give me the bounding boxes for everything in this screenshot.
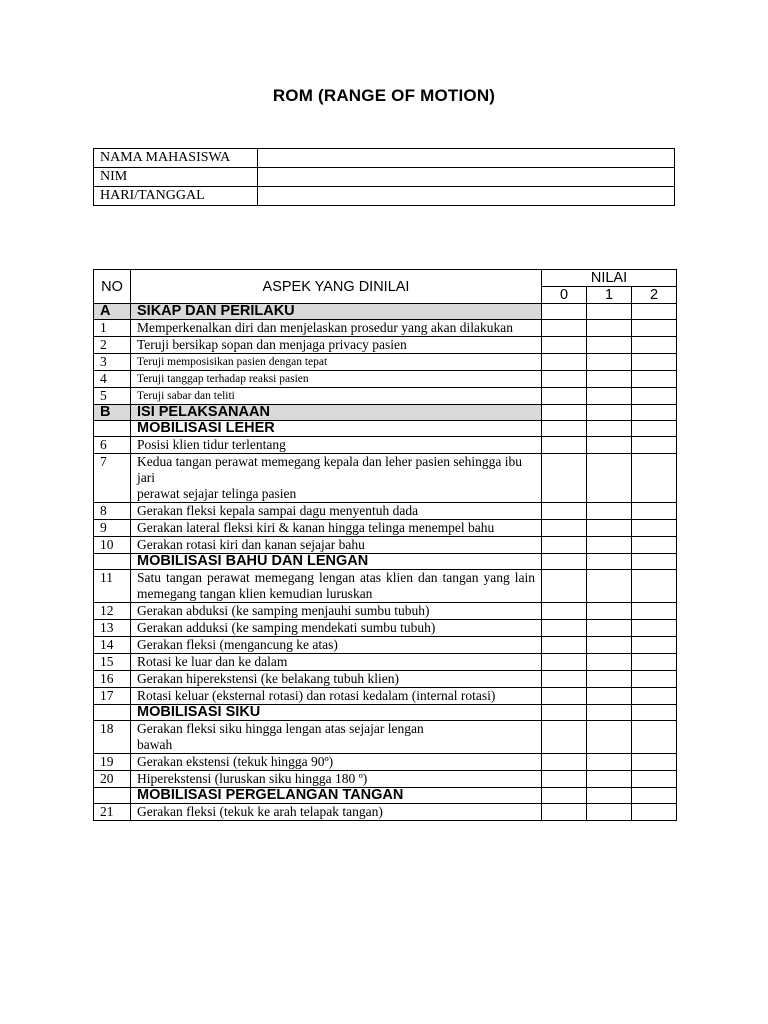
score-cell-2[interactable] [632, 320, 677, 337]
aspect-text: Teruji memposisikan pasien dengan tepat [131, 354, 542, 371]
section-title: MOBILISASI BAHU DAN LENGAN [131, 554, 542, 570]
score-cell-0[interactable] [542, 537, 587, 554]
identity-label: NAMA MAHASISWA [94, 149, 258, 168]
row-number: 9 [94, 520, 131, 537]
score-cell-0[interactable] [542, 705, 587, 721]
score-cell-0[interactable] [542, 654, 587, 671]
score-cell-0[interactable] [542, 371, 587, 388]
nama-mahasiswa-field[interactable] [258, 149, 675, 168]
score-cell-0[interactable] [542, 671, 587, 688]
score-cell-1[interactable] [587, 421, 632, 437]
score-cell-1[interactable] [587, 503, 632, 520]
score-cell-0[interactable] [542, 688, 587, 705]
score-cell-1[interactable] [587, 304, 632, 320]
score-cell-2[interactable] [632, 771, 677, 788]
score-cell-0[interactable] [542, 388, 587, 405]
subsection-row [94, 554, 677, 570]
row-number: 21 [94, 804, 131, 821]
row-number: 6 [94, 437, 131, 454]
score-cell-2[interactable] [632, 388, 677, 405]
score-header-0: 0 [542, 287, 587, 304]
score-cell-2[interactable] [632, 520, 677, 537]
subsection-row [94, 788, 677, 804]
column-header-nilai: NILAI [542, 270, 677, 287]
section-row [94, 405, 677, 421]
score-cell-2[interactable] [632, 405, 677, 421]
item-row [94, 503, 677, 520]
score-header-2: 2 [632, 287, 677, 304]
score-cell-2[interactable] [632, 354, 677, 371]
aspect-text: Gerakan rotasi kiri dan kanan sejajar bahu [131, 537, 542, 554]
section-title: MOBILISASI LEHER [131, 421, 542, 437]
aspect-text: Gerakan fleksi (tekuk ke arah telapak tangan) [131, 804, 542, 821]
item-row [94, 520, 677, 537]
row-number: 15 [94, 654, 131, 671]
nim-field[interactable] [258, 168, 675, 187]
subsection-row [94, 421, 677, 437]
item-row [94, 437, 677, 454]
aspect-text: Posisi klien tidur terlentang [131, 437, 542, 454]
score-cell-2[interactable] [632, 554, 677, 570]
score-cell-2[interactable] [632, 337, 677, 354]
aspect-text: Gerakan lateral fleksi kiri & kanan hingga telinga menempel bahu [131, 520, 542, 537]
identity-row-tanggal [94, 187, 675, 206]
section-title: MOBILISASI SIKU [131, 705, 542, 721]
score-cell-2[interactable] [632, 721, 677, 754]
score-cell-2[interactable] [632, 705, 677, 721]
column-header-no: NO [94, 270, 131, 304]
row-number: 8 [94, 503, 131, 520]
aspect-text: Hiperekstensi (luruskan siku hingga 180 º) [131, 771, 542, 788]
score-cell-0[interactable] [542, 754, 587, 771]
score-cell-2[interactable] [632, 304, 677, 320]
score-cell-2[interactable] [632, 570, 677, 603]
score-cell-2[interactable] [632, 371, 677, 388]
score-cell-1[interactable] [587, 688, 632, 705]
row-number: 5 [94, 388, 131, 405]
score-cell-0[interactable] [542, 637, 587, 654]
score-cell-1[interactable] [587, 804, 632, 821]
score-cell-0[interactable] [542, 603, 587, 620]
score-cell-0[interactable] [542, 503, 587, 520]
item-row [94, 320, 677, 337]
score-cell-1[interactable] [587, 705, 632, 721]
item-row [94, 754, 677, 771]
score-cell-1[interactable] [587, 754, 632, 771]
score-cell-0[interactable] [542, 620, 587, 637]
score-cell-1[interactable] [587, 721, 632, 754]
item-row [94, 637, 677, 654]
score-cell-2[interactable] [632, 754, 677, 771]
score-cell-2[interactable] [632, 454, 677, 503]
aspect-text: Memperkenalkan diri dan menjelaskan prosedur yang akan dilakukan [131, 320, 542, 337]
row-number: 14 [94, 637, 131, 654]
row-number: 20 [94, 771, 131, 788]
row-number: 16 [94, 671, 131, 688]
identity-label: NIM [94, 168, 258, 187]
score-cell-1[interactable] [587, 554, 632, 570]
score-cell-0[interactable] [542, 354, 587, 371]
score-cell-2[interactable] [632, 537, 677, 554]
score-cell-2[interactable] [632, 437, 677, 454]
score-cell-0[interactable] [542, 570, 587, 603]
score-cell-1[interactable] [587, 788, 632, 804]
student-identity-table [93, 148, 675, 206]
score-cell-0[interactable] [542, 804, 587, 821]
score-cell-2[interactable] [632, 503, 677, 520]
aspect-text: Kedua tangan perawat memegang kepala dan leher pasien sehingga ibu jari perawat sejajar telinga pasien [131, 454, 542, 503]
item-row [94, 354, 677, 371]
aspect-text: Teruji tanggap terhadap reaksi pasien [131, 371, 542, 388]
aspect-text: Satu tangan perawat memegang lengan atas klien dan tangan yang lain memegang tangan klien kemudian luruskan [131, 570, 542, 603]
score-header-1: 1 [587, 287, 632, 304]
aspect-text: Teruji bersikap sopan dan menjaga privacy pasien [131, 337, 542, 354]
column-header-aspek: ASPEK YANG DINILAI [131, 270, 542, 304]
item-row [94, 454, 677, 503]
score-cell-1[interactable] [587, 771, 632, 788]
section-title: ISI PELAKSANAAN [131, 405, 542, 421]
aspect-text: Gerakan abduksi (ke samping menjauhi sumbu tubuh) [131, 603, 542, 620]
score-cell-1[interactable] [587, 654, 632, 671]
score-cell-0[interactable] [542, 520, 587, 537]
item-row [94, 688, 677, 705]
score-cell-1[interactable] [587, 637, 632, 654]
score-cell-2[interactable] [632, 788, 677, 804]
score-cell-1[interactable] [587, 337, 632, 354]
item-row [94, 537, 677, 554]
score-cell-1[interactable] [587, 520, 632, 537]
score-cell-1[interactable] [587, 570, 632, 603]
score-cell-1[interactable] [587, 320, 632, 337]
row-number: 10 [94, 537, 131, 554]
score-cell-2[interactable] [632, 603, 677, 620]
score-cell-1[interactable] [587, 620, 632, 637]
score-cell-1[interactable] [587, 354, 632, 371]
item-row [94, 771, 677, 788]
section-row [94, 304, 677, 320]
score-cell-2[interactable] [632, 671, 677, 688]
row-number: 13 [94, 620, 131, 637]
item-row [94, 671, 677, 688]
aspect-text: Rotasi keluar (eksternal rotasi) dan rotasi kedalam (internal rotasi) [131, 688, 542, 705]
score-cell-1[interactable] [587, 671, 632, 688]
aspect-text: Gerakan fleksi (mengancung ke atas) [131, 637, 542, 654]
score-cell-2[interactable] [632, 620, 677, 637]
score-cell-0[interactable] [542, 771, 587, 788]
aspect-text: Gerakan adduksi (ke samping mendekati sumbu tubuh) [131, 620, 542, 637]
score-cell-1[interactable] [587, 405, 632, 421]
row-number: 18 [94, 721, 131, 754]
row-number: A [94, 304, 131, 320]
score-cell-0[interactable] [542, 788, 587, 804]
score-cell-0[interactable] [542, 320, 587, 337]
score-cell-0[interactable] [542, 721, 587, 754]
row-number: 17 [94, 688, 131, 705]
score-cell-1[interactable] [587, 388, 632, 405]
score-cell-0[interactable] [542, 304, 587, 320]
row-number: 3 [94, 354, 131, 371]
score-cell-0[interactable] [542, 554, 587, 570]
score-cell-0[interactable] [542, 454, 587, 503]
row-number: 19 [94, 754, 131, 771]
score-cell-1[interactable] [587, 603, 632, 620]
identity-label: HARI/TANGGAL [94, 187, 258, 206]
item-row [94, 337, 677, 354]
score-cell-0[interactable] [542, 421, 587, 437]
row-number [94, 705, 131, 721]
row-number: B [94, 405, 131, 421]
item-row [94, 570, 677, 603]
score-cell-2[interactable] [632, 421, 677, 437]
row-number [94, 788, 131, 804]
assessment-table [93, 269, 677, 821]
header-row [94, 270, 677, 287]
aspect-text: Teruji sabar dan teliti [131, 388, 542, 405]
item-row [94, 654, 677, 671]
item-row [94, 721, 677, 754]
row-number: 11 [94, 570, 131, 603]
score-cell-0[interactable] [542, 437, 587, 454]
item-row [94, 620, 677, 637]
row-number: 12 [94, 603, 131, 620]
row-number [94, 554, 131, 570]
row-number: 1 [94, 320, 131, 337]
section-title: MOBILISASI PERGELANGAN TANGAN [131, 788, 542, 804]
aspect-text: Rotasi ke luar dan ke dalam [131, 654, 542, 671]
score-cell-2[interactable] [632, 688, 677, 705]
score-cell-1[interactable] [587, 454, 632, 503]
row-number: 4 [94, 371, 131, 388]
score-cell-1[interactable] [587, 537, 632, 554]
section-title: SIKAP DAN PERILAKU [131, 304, 542, 320]
aspect-text: Gerakan ekstensi (tekuk hingga 90º) [131, 754, 542, 771]
page-title: ROM (RANGE OF MOTION) [272, 86, 496, 105]
item-row [94, 603, 677, 620]
score-cell-0[interactable] [542, 405, 587, 421]
score-cell-1[interactable] [587, 371, 632, 388]
score-cell-2[interactable] [632, 637, 677, 654]
score-cell-2[interactable] [632, 654, 677, 671]
aspect-text: Gerakan fleksi siku hingga lengan atas sejajar lengan bawah [131, 721, 542, 754]
score-cell-2[interactable] [632, 804, 677, 821]
row-number: 2 [94, 337, 131, 354]
identity-row-nama [94, 149, 675, 168]
identity-row-nim [94, 168, 675, 187]
item-row [94, 804, 677, 821]
subsection-row [94, 705, 677, 721]
aspect-text: Gerakan hiperekstensi (ke belakang tubuh klien) [131, 671, 542, 688]
score-cell-1[interactable] [587, 437, 632, 454]
aspect-text: Gerakan fleksi kepala sampai dagu menyentuh dada [131, 503, 542, 520]
row-number: 7 [94, 454, 131, 503]
item-row [94, 388, 677, 405]
item-row [94, 371, 677, 388]
row-number [94, 421, 131, 437]
hari-tanggal-field[interactable] [258, 187, 675, 206]
score-cell-0[interactable] [542, 337, 587, 354]
